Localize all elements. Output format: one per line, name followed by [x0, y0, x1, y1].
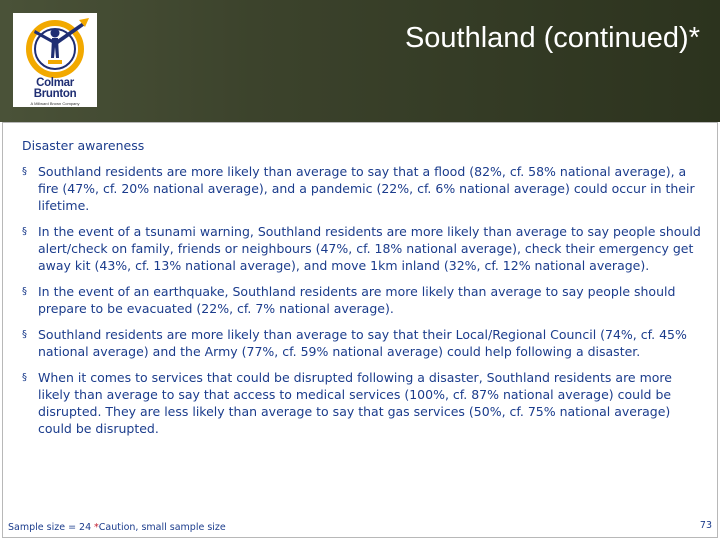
logo-emblem-icon [19, 16, 91, 80]
bullet-mark-icon: § [22, 226, 27, 237]
bullet-text: In the event of a tsunami warning, Southland residents are more likely than average to say people should alert/check on family, friends or neighbours (47%, cf. 18% national average), check their emergency get away kit (43%, cf. 13% national average), and move 1km inland (32%, cf. 12% national average). [38, 224, 701, 273]
bullet-mark-icon: § [22, 286, 27, 297]
bullet-item [22, 369, 702, 437]
caution-star: * [94, 522, 99, 533]
caution-note [94, 522, 226, 533]
bullet-mark-icon: § [22, 329, 27, 340]
bullet-text: When it comes to services that could be disrupted following a disaster, Southland residents are more likely than average to say that access to medical services (100%, cf. 87% national average) could be disrupted. They are less likely than average to say that gas services (50%, cf. 75% national average) could be disrupted. [38, 370, 672, 436]
logo-word-brunton: Brunton [33, 88, 77, 100]
bullet-item [22, 163, 702, 214]
bullet-mark-icon: § [22, 372, 27, 383]
bullet-text: Southland residents are more likely than average to say that a flood (82%, cf. 58% national average), a fire (47%, cf. 20% national average), and a pandemic (22%, cf. 6% national average) could occur in their lifetime. [38, 164, 695, 213]
bullet-list [22, 163, 702, 446]
caution-text: Caution, small sample size [98, 522, 226, 533]
slide-title: Southland (continued)* [404, 22, 700, 54]
section-heading: Disaster awareness [22, 138, 145, 153]
bullet-item [22, 283, 702, 317]
sample-size-note: Sample size = 24 [8, 522, 92, 533]
bullet-mark-icon: § [22, 166, 27, 177]
bullet-text: Southland residents are more likely than average to say that their Local/Regional Council (74%, cf. 45% national average) and the Army (77%, cf. 59% national average) could help following a disaster. [38, 327, 687, 359]
logo-tagline: A Millward Brown Company [30, 101, 80, 106]
page-number: 73 [699, 520, 712, 531]
company-logo [13, 13, 97, 107]
bullet-item [22, 223, 702, 274]
logo-word-colmar: Colmar [36, 77, 74, 89]
bullet-item [22, 326, 702, 360]
bullet-text: In the event of an earthquake, Southland residents are more likely than average to say people should prepare to be evacuated (22%, cf. 7% national average). [38, 284, 676, 316]
header-band [0, 0, 720, 122]
